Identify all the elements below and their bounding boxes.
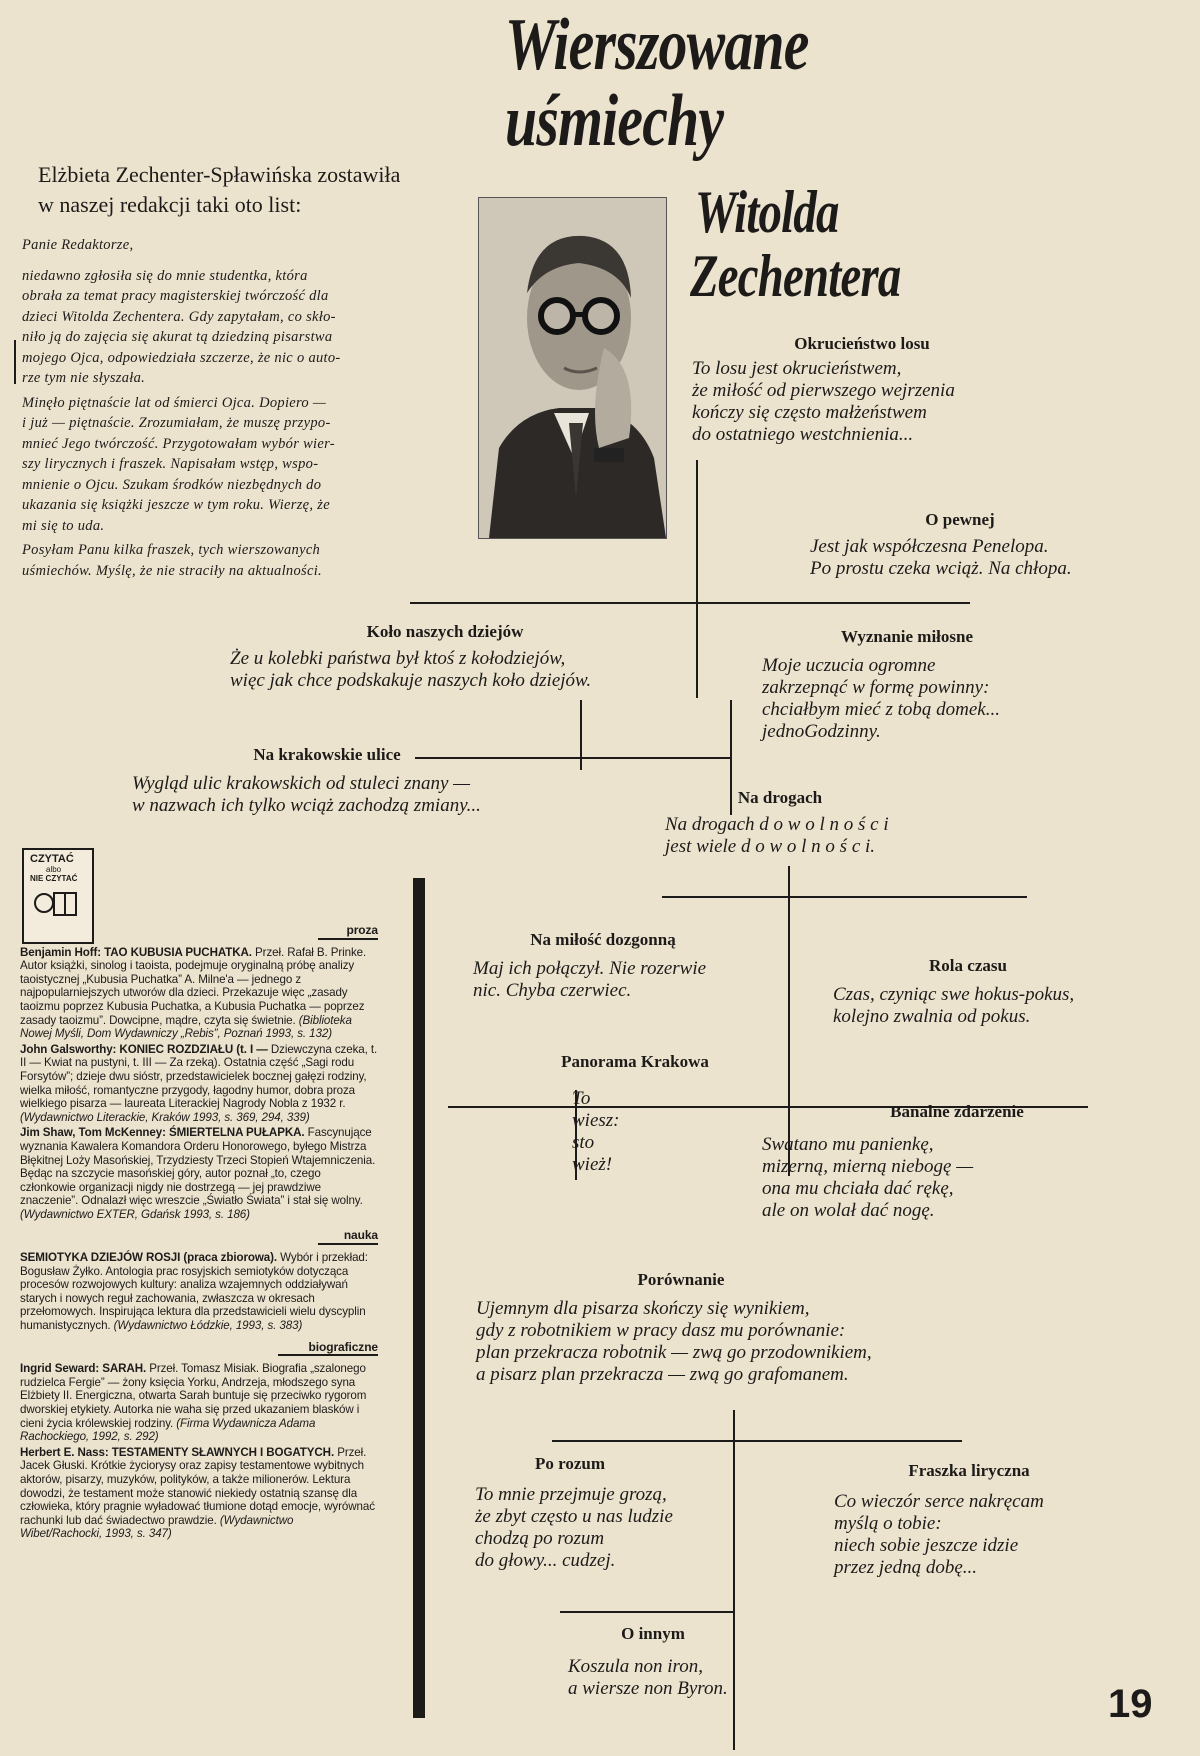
poem-milosc bbox=[473, 930, 773, 1002]
poem-body bbox=[475, 1484, 735, 1572]
letter-line: obrała za temat pracy magisterskiej twórczość dla bbox=[22, 288, 329, 304]
poem-o-innym bbox=[568, 1624, 788, 1700]
poem-line: Czas, czyniąc swe hokus-pokus, bbox=[833, 984, 1075, 1005]
poem-porownanie bbox=[476, 1270, 1036, 1386]
review-lead: SEMIOTYKA DZIEJÓW ROSJI (praca zbiorowa). bbox=[20, 1251, 278, 1265]
poem-line: Po prostu czeka wciąż. Na chłopa. bbox=[810, 558, 1072, 579]
poem-line: ona mu chciała dać rękę, bbox=[762, 1178, 954, 1199]
poem-line: że miłość od pierwszego wejrzenia bbox=[692, 380, 955, 401]
poem-line: Na drogach d o w o l n o ś c i bbox=[665, 814, 889, 835]
section-heading: biograficzne bbox=[278, 1341, 378, 1357]
poem-title: Wyznanie miłosne bbox=[840, 627, 974, 646]
poem-drogach bbox=[665, 788, 975, 858]
poem-line: wiesz: bbox=[572, 1110, 620, 1131]
intro-line: w naszej redakcji taki oto list: bbox=[38, 192, 302, 217]
poem-title: Na drogach bbox=[737, 788, 823, 807]
poem-line: chodzą po rozum bbox=[475, 1528, 605, 1549]
letter bbox=[22, 235, 452, 585]
review-source: (Wydawnictwo Literackie, Kraków 1993, s. 369, 294, 339) bbox=[20, 1110, 310, 1124]
review-text: Dziewczyna czeka, t. II — Kwiat na pustyni, t. III — Za rzeką). Ostatnia część „Sagi rodu Forsytów”; dzieje dwu sióstr, przedstawicielek bocznej gałęzi rodziny, wielka miłość, romantyczne przygody, łagodny humor, dobra proza wielkiego pisarza — laureata Literackiej Nagrody Nobla z 1932 r. bbox=[20, 1042, 378, 1111]
letter-line: mnieć Jego twórczość. Przygotowałam wybór wier- bbox=[22, 435, 335, 452]
logo-text: CZYTAĆ bbox=[30, 853, 74, 865]
poem-body bbox=[810, 536, 1140, 580]
poem-title: Na krakowskie ulice bbox=[253, 745, 401, 764]
article-title-line1: Wierszowane bbox=[505, 4, 809, 86]
poem-rola bbox=[833, 956, 1133, 1028]
letter-greeting: Panie Redaktorze, bbox=[22, 237, 134, 253]
poem-o-pewnej bbox=[810, 510, 1140, 580]
author-name-line2: Zechentera bbox=[690, 243, 901, 309]
poem-po-rozum bbox=[475, 1454, 735, 1572]
review-lead: Jim Shaw, Tom McKenney: ŚMIERTELNA PUŁAPKA. bbox=[20, 1126, 305, 1140]
poem-title: Koło naszych dziejów bbox=[366, 622, 524, 641]
poem-line: jest wiele d o w o l n o ś c i. bbox=[665, 836, 876, 857]
review-lead: Benjamin Hoff: TAO KUBUSIA PUCHATKA. bbox=[20, 945, 252, 959]
logo-text: NIE CZYTAĆ bbox=[30, 874, 78, 883]
poem-body bbox=[692, 358, 1062, 446]
review-lead: Herbert E. Nass: TESTAMENTY SŁAWNYCH I BOGATYCH. bbox=[20, 1445, 335, 1459]
poem-line: kolejno zwalnia od pokus. bbox=[833, 1006, 1031, 1027]
poem-title: O pewnej bbox=[925, 510, 995, 529]
poem-body bbox=[230, 648, 690, 692]
poem-okrucienstwo bbox=[692, 334, 1062, 446]
poem-wyznanie bbox=[762, 627, 1062, 743]
poem-line: a pisarz plan przekracza — zwą go grafomanem. bbox=[476, 1364, 849, 1385]
poem-line: mizerną, mierną niebogę — bbox=[762, 1156, 974, 1177]
letter-paragraph bbox=[22, 266, 452, 389]
letter-line: niedawno zgłosiła się do mnie studentka, która bbox=[22, 267, 308, 284]
poem-line: jednoGodzinny. bbox=[762, 721, 881, 742]
poem-divider bbox=[552, 1440, 962, 1442]
poem-line: w nazwach ich tylko wciąż zachodzą zmiany... bbox=[132, 795, 481, 816]
poem-line: To losu jest okrucieństwem, bbox=[692, 358, 902, 379]
letter-line: mojego Ojca, odpowiedziała szczerze, że nic o auto- bbox=[22, 349, 341, 366]
poem-line: niech sobie jeszcze idzie bbox=[834, 1535, 1019, 1556]
letter-line: Minęło piętnaście lat od śmierci Ojca. Dopiero — bbox=[22, 394, 327, 411]
poem-kolo bbox=[230, 622, 690, 692]
poem-body bbox=[132, 773, 572, 817]
poem-line: wież! bbox=[572, 1154, 613, 1175]
poem-body bbox=[665, 814, 975, 858]
poem-body bbox=[572, 1088, 770, 1176]
author-name-line1: Witolda bbox=[695, 179, 839, 245]
poem-line: nic. Chyba czerwiec. bbox=[473, 980, 632, 1001]
poem-divider bbox=[696, 460, 698, 698]
poem-body bbox=[833, 984, 1133, 1028]
poem-line: zakrzepnąć w formę powinny: bbox=[762, 677, 990, 698]
letter-line: niło ją do zajęcia się akurat tą dziedziną pisarstwa bbox=[22, 329, 333, 345]
poem-divider bbox=[560, 1611, 735, 1613]
review-text: Przeł. Jacek Głuski. Krótkie życiorysy oraz zapisy testamentowe wybitnych aktorów, pisarzy, muzyków, polityków, a także milionerów. Lektura dowodzi, że testament może stanowić niekiedy ostatnią szansę dla człowieka, który pragnie wyładować tłumione dotąd emocje, wyrównać rachunki lub dać świadectwo prawdzie. bbox=[20, 1445, 375, 1527]
review-entry bbox=[20, 1251, 378, 1333]
poem-fraszka bbox=[834, 1461, 1134, 1579]
poem-divider bbox=[410, 602, 970, 604]
poem-title: Rola czasu bbox=[929, 956, 1007, 975]
review-source: (Wydawnictwo Wibet/Rachocki, 1993, s. 347) bbox=[20, 1513, 294, 1541]
intro-line: Elżbieta Zechenter-Spławińska zostawiła bbox=[38, 162, 401, 187]
poem-title: O innym bbox=[621, 1624, 685, 1643]
letter-line: mnienie o Ojcu. Szukam środków niezbędnych do bbox=[22, 476, 322, 493]
review-text: Fascynujące wyznania Kawalera Komandora Orderu Honorowego, byłego Mistrza Błękitnej Loży Masońskiej, Trzydziesty Trzeci Stopień Wtajemniczenia. Będąc na szczycie masońskiej góry, autor poznał „to, czego członkowie organizacji nigdy nie dostrzegą — jej prawdziwe znaczenie”. Odnalazł więc wreszcie „Światło Świata” i stał się wolny. bbox=[20, 1126, 376, 1208]
reviews-column bbox=[20, 924, 378, 1541]
letter-line: mi się to uda. bbox=[22, 517, 105, 534]
review-entry bbox=[20, 946, 378, 1041]
poem-body bbox=[762, 1134, 1092, 1222]
poem-body bbox=[568, 1656, 788, 1700]
poem-panorama bbox=[530, 1052, 770, 1176]
poem-line: sto bbox=[572, 1132, 595, 1153]
poem-line: więc jak chce podskakuje naszych koło dziejów. bbox=[230, 670, 592, 691]
poem-line: a wiersze non Byron. bbox=[568, 1678, 728, 1699]
review-source: (Biblioteka Nowej Myśli, Dom Wydawniczy „Rebis”, Poznań 1993, s. 132) bbox=[20, 1013, 352, 1041]
letter-line: i już — piętnaście. Zrozumiałam, że muszę przypo- bbox=[22, 415, 331, 431]
section-heading: nauka bbox=[318, 1229, 378, 1245]
poem-line: kończy się często małżeństwem bbox=[692, 402, 927, 423]
poem-title: Banalne zdarzenie bbox=[890, 1102, 1024, 1121]
letter-line: szy lirycznych i fraszek. Napisałam wstęp, wspo- bbox=[22, 456, 319, 472]
poem-line: Koszula non iron, bbox=[568, 1656, 703, 1677]
letter-paragraph bbox=[22, 540, 452, 581]
letter-line: Posyłam Panu kilka fraszek, tych wierszowanych bbox=[22, 542, 321, 558]
letter-line: dzieci Witolda Zechentera. Gdy zapytałam, co skło- bbox=[22, 308, 336, 325]
poem-line: Że u kolebki państwa był ktoś z kołodziejów, bbox=[230, 648, 566, 669]
poem-title: Panorama Krakowa bbox=[561, 1052, 709, 1071]
intro-text bbox=[38, 160, 458, 220]
poem-line: Maj ich połączył. Nie rozerwie bbox=[473, 958, 707, 979]
review-entry bbox=[20, 1043, 378, 1125]
poem-divider bbox=[580, 700, 582, 770]
review-source: (Wydawnictwo EXTER, Gdańsk 1993, s. 186) bbox=[20, 1207, 250, 1221]
poem-line: To bbox=[572, 1088, 591, 1109]
review-source: (Firma Wydawnicza Adama Rachockiego, 1992, s. 292) bbox=[20, 1416, 316, 1444]
poem-line: że zbyt często u nas ludzie bbox=[475, 1506, 673, 1527]
poem-body bbox=[473, 958, 773, 1002]
page-number: 19 bbox=[1108, 1682, 1153, 1726]
logo-text: albo bbox=[46, 865, 62, 874]
portrait-image bbox=[479, 198, 666, 538]
poem-title: Fraszka liryczna bbox=[908, 1461, 1030, 1480]
poem-line: do ostatniego westchnienia... bbox=[692, 424, 914, 445]
article-title-line2: uśmiechy bbox=[505, 80, 724, 162]
letter-paragraph bbox=[22, 393, 452, 537]
review-entry bbox=[20, 1446, 378, 1541]
poem-line: To mnie przejmuje grozą, bbox=[475, 1484, 667, 1505]
poem-line: Jest jak współczesna Penelopa. bbox=[810, 536, 1049, 557]
poem-line: plan przekracza robotnik — zwą go przodownikiem, bbox=[476, 1342, 872, 1363]
poem-title: Okrucieństwo losu bbox=[794, 334, 930, 353]
poem-line: do głowy... cudzej. bbox=[475, 1550, 616, 1571]
poem-line: gdy z robotnikiem w pracy dasz mu porównanie: bbox=[476, 1320, 846, 1341]
review-entry bbox=[20, 1126, 378, 1221]
poem-line: Wygląd ulic krakowskich od stuleci znany — bbox=[132, 773, 471, 794]
margin-rule bbox=[14, 340, 16, 384]
poem-title: Po rozum bbox=[534, 1454, 606, 1473]
poem-title: Na miłość dozgonną bbox=[530, 930, 676, 949]
poem-banalne bbox=[762, 1102, 1092, 1222]
review-lead: Ingrid Seward: SARAH. bbox=[20, 1362, 147, 1376]
poem-line: przez jedną dobę... bbox=[834, 1557, 978, 1578]
review-text: Wybór i przekład: Bogusław Żyłko. Antologia prac rosyjskich semiotyków dotycząca procesów rozwojowych kultury: analiza wzajemnych oddziaływań starych i nowych reguł zachowania, zwłaszcza w okresach przełomowych. Inspirująca lektura dla przedstawicieli wielu dyscyplin humanistycznych. bbox=[20, 1251, 368, 1333]
poem-krakowskie bbox=[132, 745, 572, 817]
author-photo bbox=[478, 197, 667, 539]
letter-line: ukazania się książki jeszcze w tym roku. Wierzę, że bbox=[22, 497, 330, 513]
poem-line: Moje uczucia ogromne bbox=[762, 655, 936, 676]
heavy-divider-bar bbox=[413, 878, 425, 1718]
poem-body bbox=[834, 1491, 1134, 1579]
poem-line: ale on wolał dać nogę. bbox=[762, 1200, 935, 1221]
section-heading: proza bbox=[318, 924, 378, 940]
poem-line: Swatano mu panienkę, bbox=[762, 1134, 934, 1155]
poem-title: Porównanie bbox=[637, 1270, 725, 1289]
letter-line: rze tym nie słyszała. bbox=[22, 370, 146, 386]
poem-line: Ujemnym dla pisarza skończy się wynikiem, bbox=[476, 1298, 810, 1319]
review-entry bbox=[20, 1362, 378, 1444]
book-reader-icon bbox=[24, 883, 88, 923]
poem-line: myślą o tobie: bbox=[834, 1513, 942, 1534]
letter-line: uśmiechów. Myślę, że nie straciły na aktualności. bbox=[22, 562, 322, 579]
review-source: (Wydawnictwo Łódzkie, 1993, s. 383) bbox=[113, 1319, 303, 1333]
review-text: Przeł. Rafał B. Prinke. Autor książki, sinolog i taoista, podejmuje oryginalną próbę analizy taoistycznej „Kubusia Puchatka” A. Milne'a — jednego z najpopularniejszych utworów dla dzieci. Przekazuje więc „zasady taoizmu poprzez Kubusia Puchatka, a Kubusia Puchatka — poprzez zasady taoizmu”. Dowcipne, mądre, czyta się świetnie. bbox=[20, 945, 367, 1027]
poem-body bbox=[762, 655, 1062, 743]
poem-divider bbox=[662, 896, 1027, 898]
poem-body bbox=[476, 1298, 1036, 1386]
review-text: Przeł. Tomasz Misiak. Biografia „szalonego rudzielca Fergie” — żony księcia Yorku, Andrzeja, młodszego syna Elżbiety II. Energiczna, otwarta Sarah buntuje się przeciwko rygorom dworskiej etykiety. Autorka nie waha się przed ukazaniem blasków i cieni życia królewskiej rodziny. bbox=[20, 1362, 367, 1430]
review-lead: John Galsworthy: KONIEC ROZDZIAŁU (t. I — bbox=[20, 1042, 268, 1056]
poem-line: chciałbym mieć z tobą domek... bbox=[762, 699, 1000, 720]
poem-line: Co wieczór serce nakręcam bbox=[834, 1491, 1044, 1512]
